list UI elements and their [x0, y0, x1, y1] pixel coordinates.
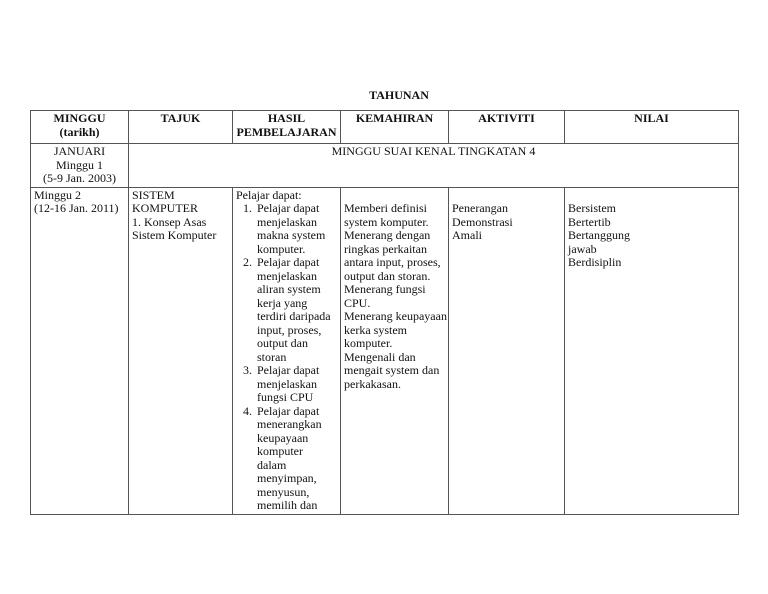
text-line: menjelaskan — [257, 376, 317, 391]
text-line: komputer. — [257, 241, 306, 256]
text-line: Bertanggung — [568, 228, 630, 242]
text-line: output dan storan. — [344, 268, 431, 283]
header-tajuk: TAJUK — [129, 111, 233, 144]
header-row — [31, 111, 739, 144]
merged-cell: MINGGU SUAI KENAL TINGKATAN 4 — [129, 144, 739, 188]
header-hasil-line: HASIL — [267, 111, 306, 125]
nilai-cell — [565, 187, 739, 514]
text-line: aliran system — [257, 282, 321, 296]
list-item — [236, 202, 337, 256]
text-line: Pelajar dapat — [257, 255, 320, 269]
list-number: 4. — [243, 403, 252, 418]
text-line: makna system — [257, 228, 326, 242]
text-line: fungsi CPU — [257, 390, 314, 404]
text-line: jawab — [568, 241, 597, 256]
text-line: komputer. — [344, 336, 393, 350]
text-line: (5-9 Jan. 2003) — [43, 171, 116, 185]
tajuk-cell — [129, 187, 233, 514]
text-line: terdiri daripada — [257, 309, 331, 323]
text-line: Bertertib — [568, 214, 611, 229]
text-line: Pelajar dapat — [257, 363, 320, 377]
text-line: Pelajar dapat — [257, 201, 320, 215]
text-line: input, proses, — [257, 322, 322, 337]
header-hasil — [233, 111, 341, 144]
aktiviti-cell — [449, 187, 565, 514]
text-line: Berdisiplin — [568, 255, 622, 269]
text-line: menjelaskan — [257, 214, 317, 229]
text-line: Demonstrasi — [452, 214, 513, 229]
text-line: mengait system dan — [344, 363, 440, 377]
list-item — [236, 256, 337, 364]
text-line: (12-16 Jan. 2011) — [34, 201, 119, 215]
header-minggu — [31, 111, 129, 144]
text-line: ringkas perkaitan — [344, 241, 427, 256]
text-line: kerja yang — [257, 295, 308, 310]
text-line: Bersistem — [568, 201, 616, 215]
table-row — [31, 144, 739, 188]
header-aktiviti: AKTIVITI — [449, 111, 565, 144]
header-kemahiran: KEMAHIRAN — [341, 111, 449, 144]
text-line: Menerang fungsi — [344, 282, 426, 296]
list-number: 1. — [243, 201, 252, 215]
text-line: storan — [257, 349, 287, 364]
yearly-plan-table — [30, 110, 739, 515]
list-item — [236, 405, 337, 513]
text-line: menerangkan — [257, 417, 322, 431]
header-minggu-line: MINGGU — [53, 111, 106, 125]
kemahiran-cell — [341, 187, 449, 514]
text-line: Minggu 1 — [55, 157, 103, 172]
text-line: memilih dan — [257, 498, 318, 512]
text-line: keupayaan — [257, 430, 309, 445]
text-line: output dan — [257, 336, 308, 350]
text-line: Menerang keupayaan — [344, 309, 447, 323]
text-line: perkakasan. — [344, 376, 401, 391]
hasil-intro: Pelajar dapat: — [236, 187, 302, 202]
text-line: menjelaskan — [257, 268, 317, 283]
header-minggu-line: (tarikh) — [59, 124, 100, 139]
text-line: Memberi definisi — [344, 201, 427, 215]
header-hasil-line: PEMBELAJARAN — [236, 124, 337, 139]
table-row — [31, 187, 739, 514]
text-line: menyimpan, — [257, 471, 317, 485]
text-line: SISTEM — [132, 187, 175, 202]
list-number: 2. — [243, 255, 252, 269]
text-line: CPU. — [344, 295, 371, 310]
text-line: antara input, proses, — [344, 255, 441, 269]
text-line: Menerang dengan — [344, 228, 431, 242]
hasil-cell — [233, 187, 341, 514]
text-line: Pelajar dapat — [257, 403, 320, 418]
week-cell — [31, 187, 129, 514]
text-line: JANUARI — [53, 144, 106, 158]
text-line: 1. Konsep Asas — [132, 214, 207, 229]
header-nilai: NILAI — [565, 111, 739, 144]
text-line: dalam — [257, 457, 287, 472]
text-line: Sistem Komputer — [132, 228, 217, 242]
text-line: KOMPUTER — [132, 201, 199, 215]
text-line: kerka system — [344, 322, 407, 337]
text-line: menyusun, — [257, 484, 310, 499]
text-line: Mengenali dan — [344, 349, 416, 364]
text-line: Amali — [452, 228, 482, 242]
list-number: 3. — [243, 363, 252, 377]
text-line: Minggu 2 — [34, 187, 82, 202]
text-line: komputer — [257, 444, 303, 458]
week-cell — [31, 144, 129, 188]
text-line: Penerangan — [452, 201, 508, 215]
hasil-list — [236, 202, 337, 513]
list-item — [236, 364, 337, 405]
document-title: TAHUNAN — [369, 88, 429, 102]
text-line: system komputer. — [344, 214, 429, 229]
